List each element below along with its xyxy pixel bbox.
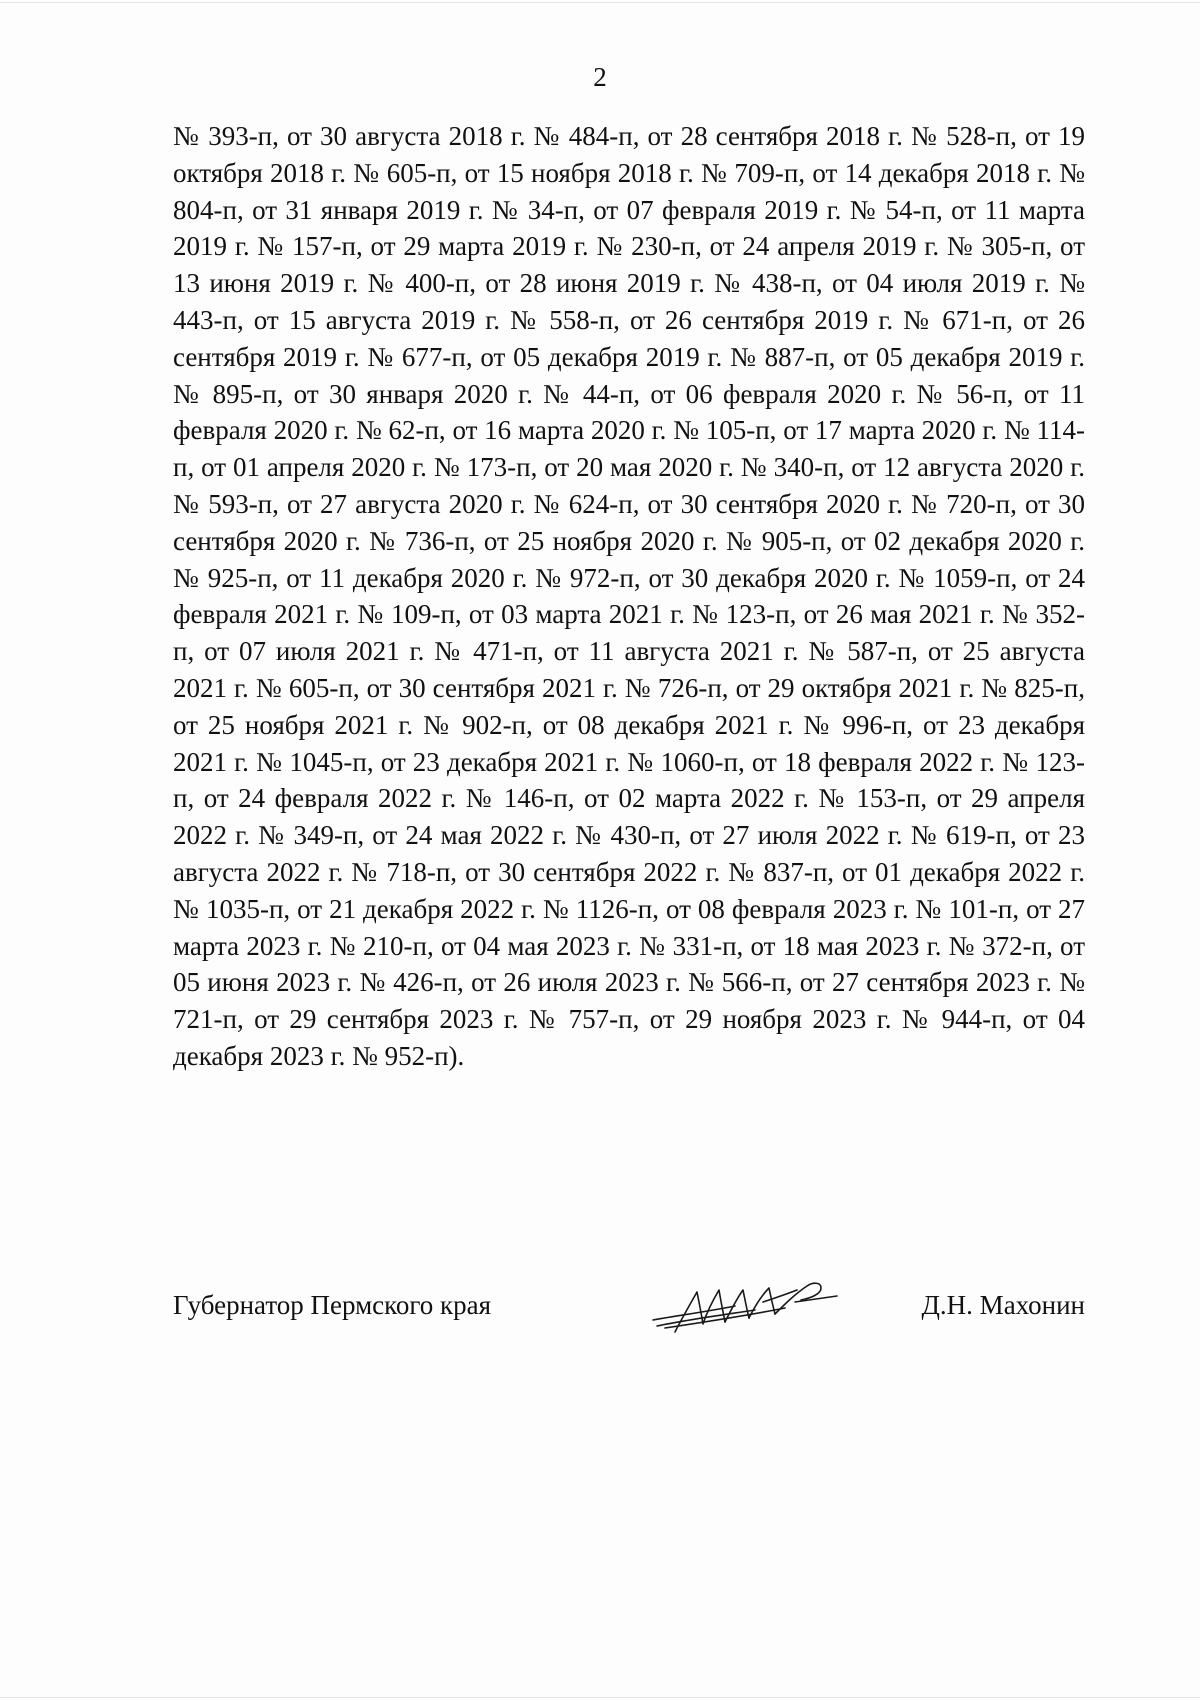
- signature-block: [173, 1276, 1085, 1336]
- scan-edge-top: [0, 2, 1200, 3]
- body-paragraph: № 393-п, от 30 августа 2018 г. № 484-п, от 28 сентября 2018 г. № 528-п, от 19 октября 2018 г. № 605-п, от 15 ноября 2018 г. № 709-п, от 14 декабря 2018 г. № 804-п, от 31 января 2019 г. № 34-п, от 07 февраля 2019 г. № 54-п, от 11 марта 2019 г. № 157-п, от 29 марта 2019 г. № 230-п, от 24 апреля 2019 г. № 305-п, от 13 июня 2019 г. № 400-п, от 28 июня 2019 г. № 438-п, от 04 июля 2019 г. № 443-п, от 15 августа 2019 г. № 558-п, от 26 сентября 2019 г. № 671-п, от 26 сентября 2019 г. № 677-п, от 05 декабря 2019 г. № 887-п, от 05 декабря 2019 г. № 895-п, от 30 января 2020 г. № 44-п, от 06 февраля 2020 г. № 56-п, от 11 февраля 2020 г. № 62-п, от 16 марта 2020 г. № 105-п, от 17 марта 2020 г. № 114-п, от 01 апреля 2020 г. № 173-п, от 20 мая 2020 г. № 340-п, от 12 августа 2020 г. № 593-п, от 27 августа 2020 г. № 624-п, от 30 сентября 2020 г. № 720-п, от 30 сентября 2020 г. № 736-п, от 25 ноября 2020 г. № 905-п, от 02 декабря 2020 г. № 925-п, от 11 декабря 2020 г. № 972-п, от 30 декабря 2020 г. № 1059-п, от 24 февраля 2021 г. № 109-п, от 03 марта 2021 г. № 123-п, от 26 мая 2021 г. № 352-п, от 07 июля 2021 г. № 471-п, от 11 августа 2021 г. № 587-п, от 25 августа 2021 г. № 605-п, от 30 сентября 2021 г. № 726-п, от 29 октября 2021 г. № 825-п, от 25 ноября 2021 г. № 902-п, от 08 декабря 2021 г. № 996-п, от 23 декабря 2021 г. № 1045-п, от 23 декабря 2021 г. № 1060-п, от 18 февраля 2022 г. № 123-п, от 24 февраля 2022 г. № 146-п, от 02 марта 2022 г. № 153-п, от 29 апреля 2022 г. № 349-п, от 24 мая 2022 г. № 430-п, от 27 июля 2022 г. № 619-п, от 23 августа 2022 г. № 718-п, от 30 сентября 2022 г. № 837-п, от 01 декабря 2022 г. № 1035-п, от 21 декабря 2022 г. № 1126-п, от 08 февраля 2023 г. № 101-п, от 27 марта 2023 г. № 210-п, от 04 мая 2023 г. № 331-п, от 18 мая 2023 г. № 372-п, от 05 июня 2023 г. № 426-п, от 26 июля 2023 г. № 566-п, от 27 сентября 2023 г. № 721-п, от 29 сентября 2023 г. № 757-п, от 29 ноября 2023 г. № 944-п, от 04 декабря 2023 г. № 952-п).: [173, 121, 1085, 1071]
- signatory-name: Д.Н. Махонин: [921, 1290, 1085, 1320]
- handwritten-signature-icon: [645, 1276, 845, 1340]
- scan-edge-bottom: [0, 1697, 1200, 1698]
- page-number: 2: [593, 62, 607, 92]
- signatory-title: Губернатор Пермского края: [173, 1290, 492, 1320]
